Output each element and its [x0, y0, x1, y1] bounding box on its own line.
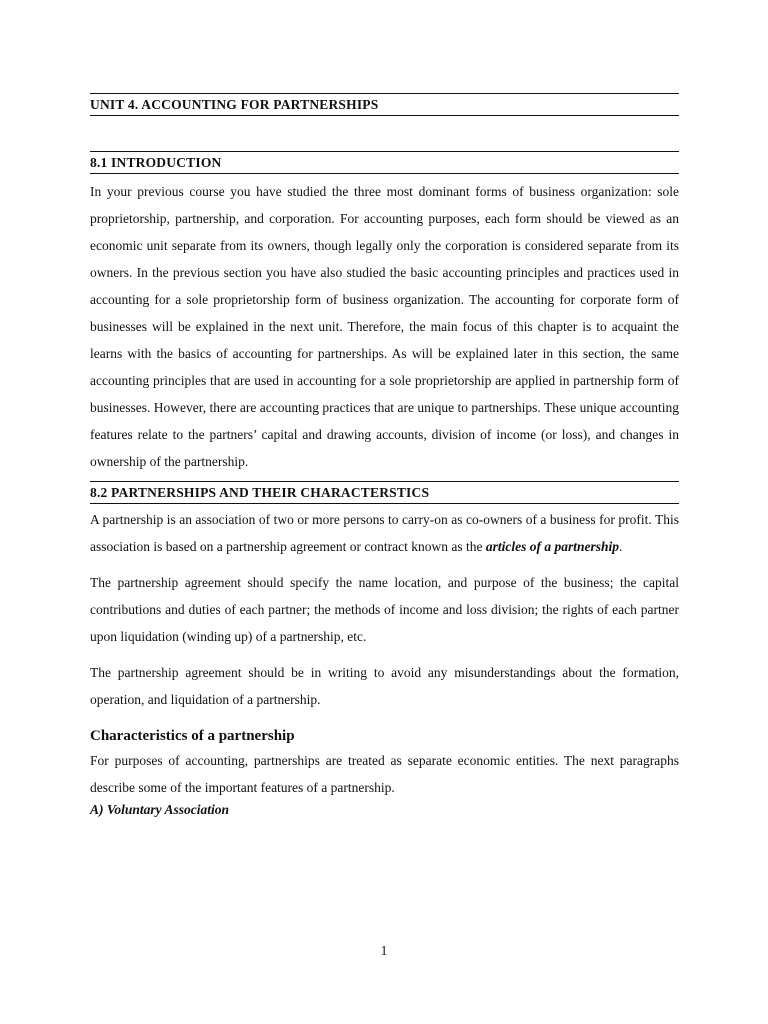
page-content — [90, 93, 679, 819]
definition-text: A partnership is an association of two or more persons to carry-on as co-owners of a business for profit. This association is based on a partnership agreement or contract known as the — [90, 512, 679, 554]
articles-emphasis: articles of a partnership — [485, 539, 620, 554]
section-heading-introduction: 8.1 INTRODUCTION — [90, 155, 222, 170]
introduction-paragraph: In your previous course you have studied the three most dominant forms of business organization: sole proprietorship, partnership, and corporation. For accounting purposes, each form should be viewed as an economic unit separate from its owners, though legally only the corporation is considered separate from its owners. In the previous section you have also studied the basic accounting principles and practices used in accounting for a sole proprietorship form of business organization. The accounting for corporate form of businesses will be explained in the next unit. Therefore, the main focus of this chapter is to acquaint the learns with the basics of accounting for partnerships. As will be explained later in this section, the same accounting principles that are used in accounting for a sole proprietorship are applied in partnership form of businesses. However, there are accounting practices that are unique to partnerships. These unique accounting features relate to the partners’ capital and drawing accounts, division of income (or loss), and changes in ownership of the partnership. — [90, 184, 679, 469]
definition-end: . — [619, 539, 623, 554]
agreement-contents-paragraph: The partnership agreement should specify the name location, and purpose of the business; the capital contributions and duties of each partner; the methods of income and loss division; the rights of each partner upon liquidation (winding up) of a partnership, etc. — [90, 575, 679, 644]
voluntary-association-subheading: A) Voluntary Association — [90, 802, 230, 817]
section-heading-partnerships: 8.2 PARTNERSHIPS AND THEIR CHARACTERSTICS — [90, 485, 430, 500]
unit-title: UNIT 4. ACCOUNTING FOR PARTNERSHIPS — [90, 97, 379, 112]
agreement-writing-paragraph: The partnership agreement should be in writing to avoid any misunderstandings about the formation, operation, and liquidation of a partnership. — [90, 665, 679, 707]
page-number: 1 — [380, 943, 388, 958]
characteristics-paragraph: For purposes of accounting, partnerships are treated as separate economic entities. The next paragraphs describe some of the important features of a partnership. — [90, 753, 679, 795]
partnership-definition-paragraph — [90, 506, 679, 560]
characteristics-heading: Characteristics of a partnership — [90, 728, 295, 744]
